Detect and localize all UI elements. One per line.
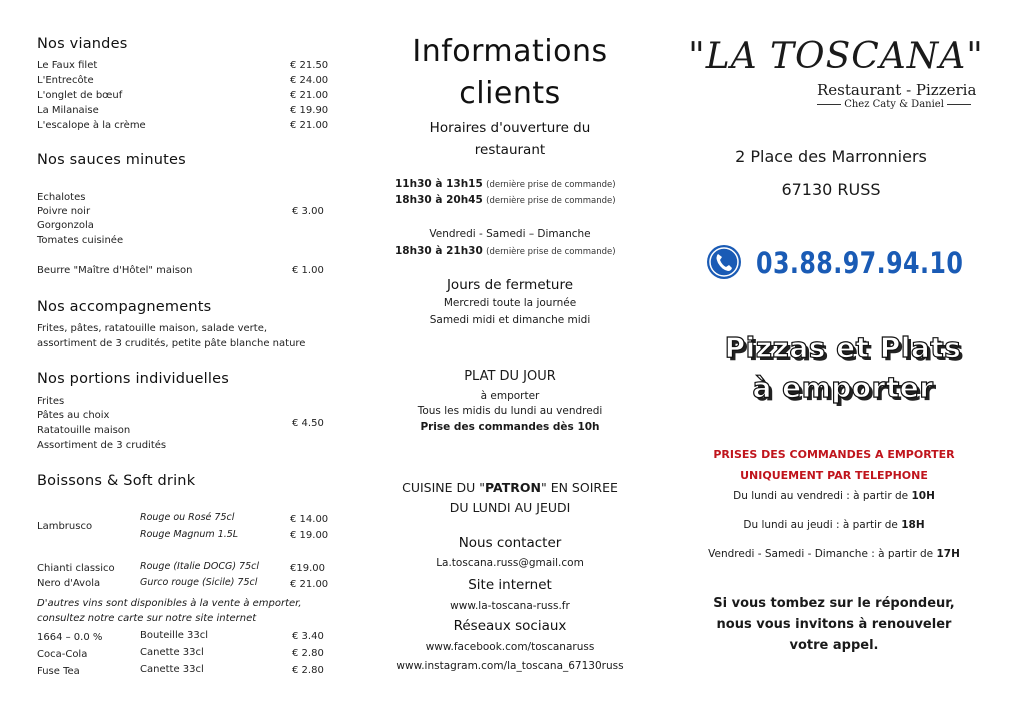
owners-line [817,99,982,110]
divider [947,104,971,105]
cuisine-text: CUISINE DU " [402,480,486,495]
drink-price: €19.00 [290,563,325,574]
hours-time: 18h30 à 20h45 [395,194,483,206]
plat-line: à emporter [480,390,540,402]
portion-item: Frites [37,396,65,407]
wine-note: consultez notre carte sur notre site internet [37,613,257,624]
owners-text: Chez Caty & Daniel [844,99,944,110]
closed-line: Samedi midi et dimanche midi [429,314,591,326]
facebook-link[interactable]: www.facebook.com/toscanaruss [425,641,595,653]
info-title-line2: clients [459,76,561,111]
voicemail-message: votre appel. [789,638,879,653]
brand-column [676,0,1024,724]
cuisine-line [356,480,664,495]
meat-price: € 21.50 [290,60,329,71]
restaurant-subtitle: Restaurant - Pizzeria [817,81,977,99]
drink-desc: Gurco rouge (Sicile) 75cl [140,577,258,588]
sides-title: Nos accompagnements [37,299,212,315]
portions-title: Nos portions individuelles [37,371,229,387]
voicemail-message: Si vous tombez sur le répondeur, [713,596,955,611]
meat-item: Le Faux filet [37,60,98,71]
soft-name: 1664 – 0.0 % [37,632,103,643]
menu-column [0,0,350,724]
drink-price: € 14.00 [290,514,329,525]
order-hours [676,519,992,531]
weekend-label: Vendredi - Samedi – Dimanche [429,228,591,240]
drink-desc: Rouge ou Rosé 75cl [140,512,235,523]
sides-line: Frites, pâtes, ratatouille maison, salade verte, [37,323,268,334]
portion-item: Ratatouille maison [37,425,131,436]
address-line: 67130 RUSS [781,180,881,199]
takeaway-title: à emporter [752,371,934,404]
meat-price: € 19.90 [290,105,329,116]
hours-note: (dernière prise de commande) [486,180,616,190]
divider [817,104,841,105]
plat-title: PLAT DU JOUR [464,369,556,384]
order-hours [676,548,992,560]
soft-price: € 3.40 [292,631,324,642]
info-title-line1: Informations [412,34,608,69]
hours-title: restaurant [474,142,546,158]
voicemail-message: nous vous invitons à renouveler [716,617,952,632]
drink-name: Chianti classico [37,563,115,574]
soft-desc: Bouteille 33cl [140,630,209,641]
address-line: 2 Place des Marronniers [735,147,927,166]
beurre-item: Beurre "Maître d'Hôtel" maison [37,265,193,276]
sauce-item: Tomates cuisinée [37,235,124,246]
sauce-item: Gorgonzola [37,220,94,231]
drink-desc: Rouge (Italie DOCG) 75cl [140,561,259,572]
sauce-price: € 3.00 [292,206,324,217]
sides-line: assortiment de 3 crudités, petite pâte blanche nature [37,338,306,349]
sauces-title: Nos sauces minutes [37,152,186,168]
meat-item: L'Entrecôte [37,75,94,86]
hours-time: 11h30 à 13h15 [395,178,483,190]
site-link[interactable]: www.la-toscana-russ.fr [450,600,570,612]
restaurant-name: "LA TOSCANA" [688,36,984,77]
portion-item: Pâtes au choix [37,410,110,421]
meats-title: Nos viandes [37,36,128,52]
drink-price: € 19.00 [290,530,329,541]
sauce-item: Poivre noir [37,206,91,217]
drink-name: Lambrusco [37,521,93,532]
site-title: Site internet [468,577,552,593]
drinks-title: Boissons & Soft drink [37,473,196,489]
plat-line: Tous les midis du lundi au vendredi [417,405,603,417]
hours-line [395,194,616,206]
portion-item: Assortiment de 3 crudités [37,440,167,451]
order-hours-text: Du lundi au vendredi : à partir de [733,490,912,502]
contact-title: Nous contacter [458,535,562,551]
phone-icon [706,244,742,280]
hours-line [395,245,616,257]
beurre-price: € 1.00 [292,265,324,276]
hours-note: (dernière prise de commande) [486,196,616,206]
soft-price: € 2.80 [292,665,324,676]
cuisine-line: DU LUNDI AU JEUDI [449,500,571,515]
order-hours-time: 18H [901,519,925,531]
closed-line: Mercredi toute la journée [443,297,577,309]
plat-line: Prise des commandes dès 10h [420,421,600,433]
closed-title: Jours de fermeture [446,277,574,293]
meat-price: € 21.00 [290,120,329,131]
hours-time: 18h30 à 21h30 [395,245,483,257]
hours-title: Horaires d'ouverture du [429,120,591,136]
soft-name: Fuse Tea [37,666,80,677]
sauce-item: Echalotes [37,192,86,203]
order-hours-time: 17H [936,548,960,560]
orders-title: UNIQUEMENT PAR TELEPHONE [740,469,928,482]
wine-note: D'autres vins sont disponibles à la vente à emporter, [37,598,302,609]
soft-price: € 2.80 [292,648,324,659]
drink-price: € 21.00 [290,579,329,590]
instagram-link[interactable]: www.instagram.com/la_toscana_67130russ [396,660,624,672]
soft-desc: Canette 33cl [140,664,204,675]
phone-number[interactable]: 03.88.97.94.10 [756,246,964,280]
meat-price: € 21.00 [290,90,329,101]
info-column [356,0,664,724]
drink-desc: Rouge Magnum 1.5L [140,529,239,540]
order-hours [676,490,992,502]
hours-note: (dernière prise de commande) [486,247,616,257]
email-link[interactable]: La.toscana.russ@gmail.com [436,557,584,569]
order-hours-text: Du lundi au jeudi : à partir de [743,519,902,531]
hours-line [395,178,616,190]
order-hours-time: 10H [911,490,935,502]
orders-title: PRISES DES COMMANDES A EMPORTER [713,448,955,461]
cuisine-text: " EN SOIREE [540,480,618,495]
takeaway-title: Pizzas et Plats [724,331,962,364]
portion-price: € 4.50 [292,418,324,429]
meat-item: La Milanaise [37,105,99,116]
meat-item: L'onglet de bœuf [37,90,123,101]
meat-price: € 24.00 [290,75,329,86]
soft-desc: Canette 33cl [140,647,204,658]
drink-name: Nero d'Avola [37,578,101,589]
meat-item: L'escalope à la crème [37,120,146,131]
cuisine-patron: PATRON [485,480,541,495]
social-title: Réseaux sociaux [453,618,567,634]
soft-name: Coca-Cola [37,649,88,660]
order-hours-text: Vendredi - Samedi - Dimanche : à partir de [708,548,937,560]
